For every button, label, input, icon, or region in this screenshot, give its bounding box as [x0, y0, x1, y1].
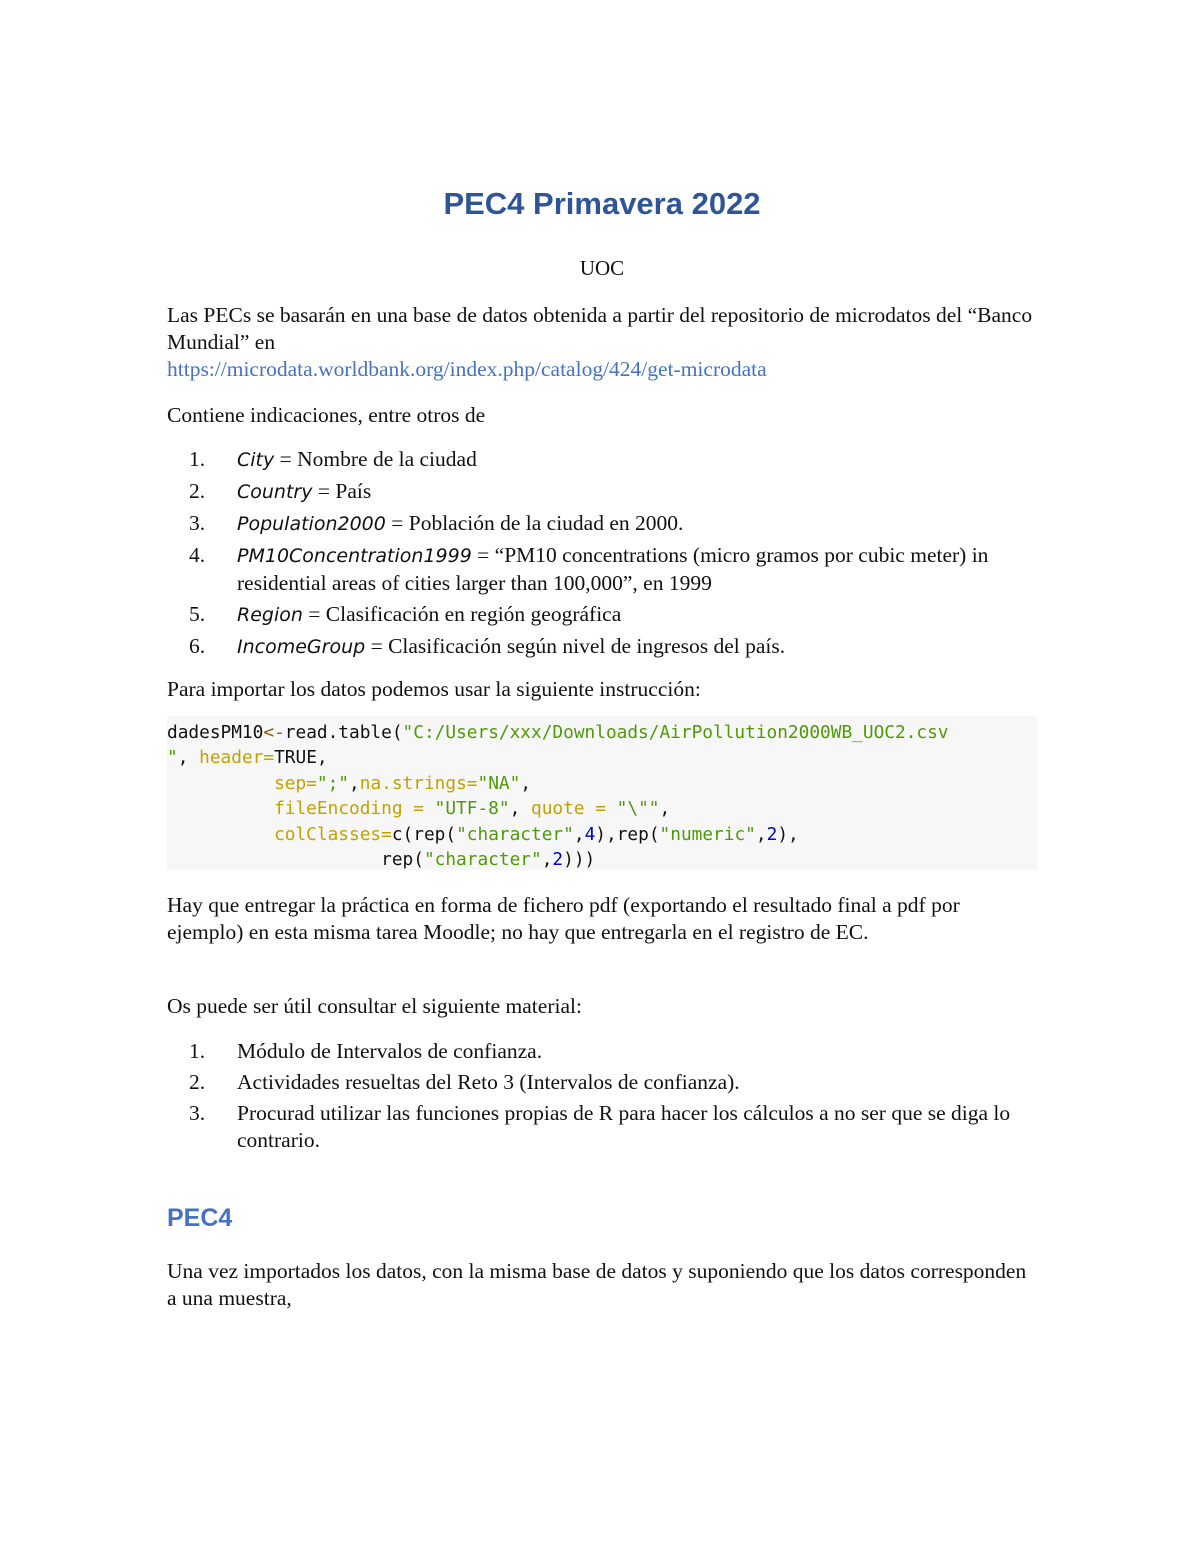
list-number: 3.	[189, 1101, 206, 1125]
list-number: 3.	[189, 511, 206, 535]
closing-paragraph: Una vez importados los datos, con la misma base de datos y suponiendo que los datos corresponden a una muestra,	[167, 1259, 1027, 1310]
list-item	[167, 1069, 1037, 1096]
microdata-link[interactable]: https://microdata.worldbank.org/index.php/catalog/424/get-microdata	[167, 357, 767, 381]
code-num: 2	[552, 849, 564, 871]
variable-desc: = Clasificación según nivel de ingresos del país.	[365, 634, 786, 658]
code-arg: header=	[199, 747, 275, 769]
code-arg: na.strings=	[359, 772, 478, 794]
variable-name: Country	[237, 481, 313, 503]
variable-name: Population2000	[237, 513, 386, 535]
document-subtitle: UOC	[579, 256, 625, 280]
material-text: Actividades resueltas del Reto 3 (Intervalos de confianza).	[237, 1070, 740, 1094]
code-var: dadesPM10	[167, 722, 264, 743]
code-arg: colClasses=	[274, 823, 392, 845]
list-item	[167, 1038, 1037, 1065]
list-item	[167, 478, 1037, 506]
variable-name: City	[237, 449, 275, 471]
code-fn: read.table(	[284, 722, 403, 743]
delivery-paragraph: Hay que entregar la práctica en forma de fichero pdf (exportando el resultado final a pdf por ejemplo) en esta misma tarea Moodle; no hay que entregarla en el registro de EC.	[167, 893, 960, 944]
code-path-end: "	[167, 747, 178, 769]
variable-desc: = “PM10 concentrations (micro gramos por cubic meter) in residential areas of cities larger than 100,000”, en 1999	[237, 543, 989, 595]
code-val: "character"	[423, 849, 542, 871]
variable-name: IncomeGroup	[237, 636, 366, 658]
variable-desc: = Clasificación en región geográfica	[302, 602, 622, 626]
code-fn: rep(	[616, 823, 660, 845]
material-label: Os puede ser útil consultar el siguiente material:	[167, 994, 582, 1018]
code-block: dadesPM10<-read.table("C:/Users/xxx/Downloads/AirPollution2000WB_UOC2.csv ", header=TRUE, sep=";",na.strings="NA", fileEncoding = "UTF-8", quote = "\"", colClasses=c(rep("character",4),rep("numeric",2), rep("character",2)))	[167, 716, 1037, 870]
section-heading: PEC4	[167, 1204, 233, 1232]
code-val: "numeric"	[659, 823, 756, 845]
list-item	[167, 446, 1037, 474]
intro-text: Las PECs se basarán en una base de datos obtenida a partir del repositorio de microdatos del “Banco Mundial” en	[167, 303, 1033, 354]
variable-name: PM10Concentration1999	[237, 545, 472, 567]
code-arg: fileEncoding =	[274, 798, 435, 820]
list-number: 2.	[189, 479, 206, 503]
code-val: "NA"	[477, 772, 521, 794]
variable-desc: = País	[312, 479, 372, 503]
list-item	[167, 542, 1037, 597]
code-val: ";"	[316, 772, 350, 794]
code-arg: sep=	[274, 772, 317, 794]
contains-label: Contiene indicaciones, entre otros de	[167, 403, 486, 427]
import-label: Para importar los datos podemos usar la siguiente instrucción:	[167, 677, 701, 701]
list-number: 1.	[189, 1039, 206, 1063]
list-number: 4.	[189, 543, 206, 567]
variable-desc: = Población de la ciudad en 2000.	[385, 511, 684, 535]
list-number: 6.	[189, 634, 206, 658]
variables-list	[167, 446, 1037, 665]
list-item	[167, 1100, 1037, 1154]
code-val: "UTF-8"	[434, 798, 510, 820]
list-item	[167, 633, 1037, 661]
code-arg: quote =	[531, 798, 617, 820]
intro-paragraph	[167, 302, 1037, 383]
list-item	[167, 601, 1037, 629]
code-assign: <-	[263, 722, 285, 743]
document-title: PEC4 Primavera 2022	[443, 186, 761, 221]
code-fn: rep(	[381, 849, 424, 871]
code-fn: rep(	[413, 823, 457, 845]
code-val: TRUE	[274, 747, 317, 769]
materials-list	[167, 1038, 1037, 1158]
code-val: "\""	[616, 798, 660, 820]
list-number: 5.	[189, 602, 206, 626]
code-fn: c(	[391, 823, 414, 845]
material-text: Módulo de Intervalos de confianza.	[237, 1039, 543, 1063]
material-text: Procurad utilizar las funciones propias de R para hacer los cálculos a no ser que se diga lo contrario.	[237, 1101, 1011, 1152]
list-number: 2.	[189, 1070, 206, 1094]
code-path: "C:/Users/xxx/Downloads/AirPollution2000WB_UOC2.csv	[402, 722, 949, 743]
code-val: "character"	[456, 823, 574, 845]
variable-desc: = Nombre de la ciudad	[274, 447, 477, 471]
list-number: 1.	[189, 447, 206, 471]
code-num: 2	[766, 823, 778, 845]
code-num: 4	[584, 823, 596, 845]
variable-name: Region	[237, 604, 303, 626]
list-item	[167, 510, 1037, 538]
